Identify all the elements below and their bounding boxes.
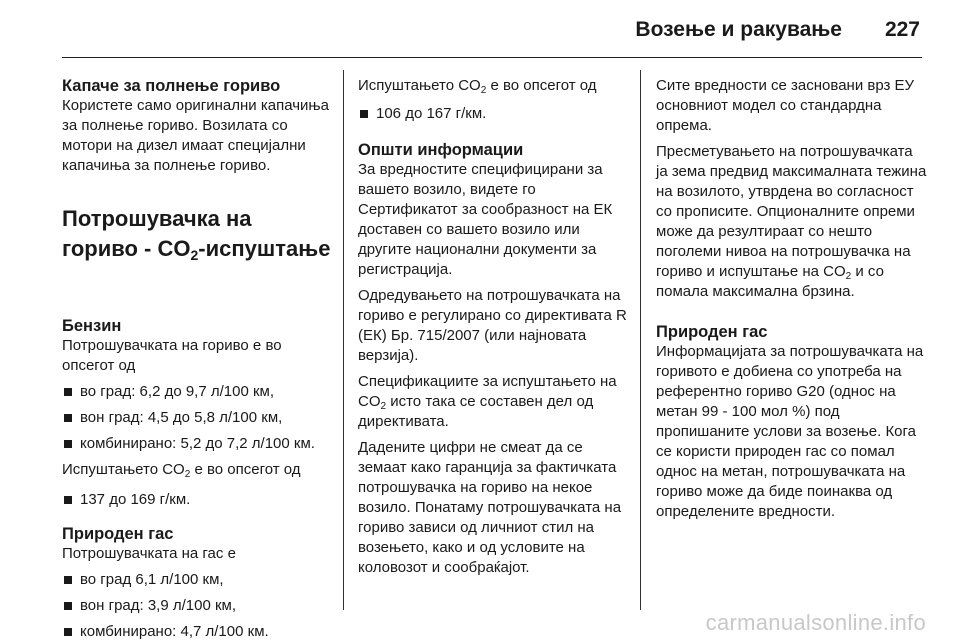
column-divider-1 xyxy=(343,70,344,610)
consumption-heading-line2b: -испуштање xyxy=(198,236,331,261)
page-header xyxy=(62,0,922,58)
natural-gas-heading: Природен гас xyxy=(62,525,174,543)
petrol-intro: Потрошувачката на гориво е во опсегот од xyxy=(62,337,282,374)
page-number: 227 xyxy=(884,18,920,41)
gas-co2-intro xyxy=(358,76,630,96)
general-p3-text-a: Спецификациите за испуштањето на CO xyxy=(358,373,617,410)
gas-co2-text-b: е во опсегот од xyxy=(486,77,597,94)
gas-intro: Потрошувачката на гас е xyxy=(62,545,236,562)
general-p3-text-b: исто така се составен дел од директивата. xyxy=(358,393,594,430)
petrol-list xyxy=(62,382,334,454)
general-info-heading: Општи информации xyxy=(358,141,524,159)
consumption-heading-line1: Потрошувачка на xyxy=(62,206,252,231)
co2-subscript: 2 xyxy=(380,401,387,412)
right-paragraph-2 xyxy=(656,142,928,302)
fuel-cap-text: Користете само оригинални капачиња за полнење гориво. Возилата со мотори на дизел имаат специјални капачиња за полнење гориво. xyxy=(62,97,329,174)
general-paragraph-3 xyxy=(358,372,630,432)
consumption-heading xyxy=(62,204,334,264)
section-title: Возење и ракување xyxy=(635,18,842,41)
list-item: комбинирано: 5,2 до 7,2 л/100 км. xyxy=(62,434,334,454)
list-item: 106 до 167 г/км. xyxy=(358,104,630,124)
petrol-heading: Бензин xyxy=(62,317,122,335)
right-p2-text-a: Пресметувањето на потрошувачката ја зема предвид максималната тежина на возилото, утврдена во согласност со прописите. Опционалните опреми може да резултираат со нешто поголеми нивоа на потрошувачка на гориво и испуштање на CO xyxy=(656,143,927,280)
petrol-co2-intro xyxy=(62,460,334,480)
co2-subscript: 2 xyxy=(480,85,487,96)
column-middle xyxy=(358,76,630,578)
right-p2-text-b: и со помала максимална брзина. xyxy=(656,263,884,300)
right-natural-gas-heading: Природен гас xyxy=(656,323,768,341)
fuel-cap-heading: Капаче за полнење гориво xyxy=(62,77,281,95)
list-item: во град 6,1 л/100 км, xyxy=(62,570,334,590)
petrol-co2-text-b: е во опсегот од xyxy=(190,461,301,478)
consumption-heading-line2a: гориво - CO xyxy=(62,236,191,261)
gas-list xyxy=(62,570,334,642)
column-divider-2 xyxy=(640,70,641,610)
list-item: 137 до 169 г/км. xyxy=(62,490,334,510)
list-item: вон град: 4,5 до 5,8 л/100 км, xyxy=(62,408,334,428)
co2-subscript: 2 xyxy=(190,247,199,263)
column-left xyxy=(62,76,334,642)
list-item: во град: 6,2 до 9,7 л/100 км, xyxy=(62,382,334,402)
right-gas-text: Информацијата за потрошувачката на горивото е добиена со употреба на референтно гориво G20 (однос на метан 99 - 100 мол %) под пропишаните услови за возење. Кога се користи природен гас со помал однос на метан, потрошувачката на гориво може да биде поинаква од определените вредности. xyxy=(656,343,924,520)
gas-co2-list xyxy=(358,104,630,124)
petrol-co2-list xyxy=(62,490,334,510)
list-item: вон град: 3,9 л/100 км, xyxy=(62,596,334,616)
list-item: комбинирано: 4,7 л/100 км. xyxy=(62,622,334,642)
gas-co2-text-a: Испуштањето CO xyxy=(358,77,481,94)
general-paragraph-4: Дадените цифри не смеат да се земаат како гаранција за фактичката потрошувачка на гориво на некое возило. Понатаму потрошувачката на гориво зависи од личниот стил на возењето, како и од условите на коловозот и сообраќајот. xyxy=(358,439,622,576)
watermark-text: carmanualsonline.info xyxy=(705,610,926,635)
general-paragraph-1: За вредностите специфицирани за вашето возило, видете го Сертификатот за сообразност на ЕК доставен со вашето возило или другите национални документи за регистрација. xyxy=(358,161,613,278)
general-paragraph-2: Одредувањето на потрошувачката на гориво е регулирано со директивата R (ЕК) Бр. 715/2007 (или најновата верзија). xyxy=(358,287,627,364)
petrol-co2-text-a: Испуштањето CO xyxy=(62,461,185,478)
co2-subscript: 2 xyxy=(184,469,191,480)
co2-subscript: 2 xyxy=(845,271,852,282)
right-paragraph-1: Сите вредности се засновани врз ЕУ основниот модел со стандардна опрема. xyxy=(656,77,915,134)
column-right xyxy=(656,76,928,522)
